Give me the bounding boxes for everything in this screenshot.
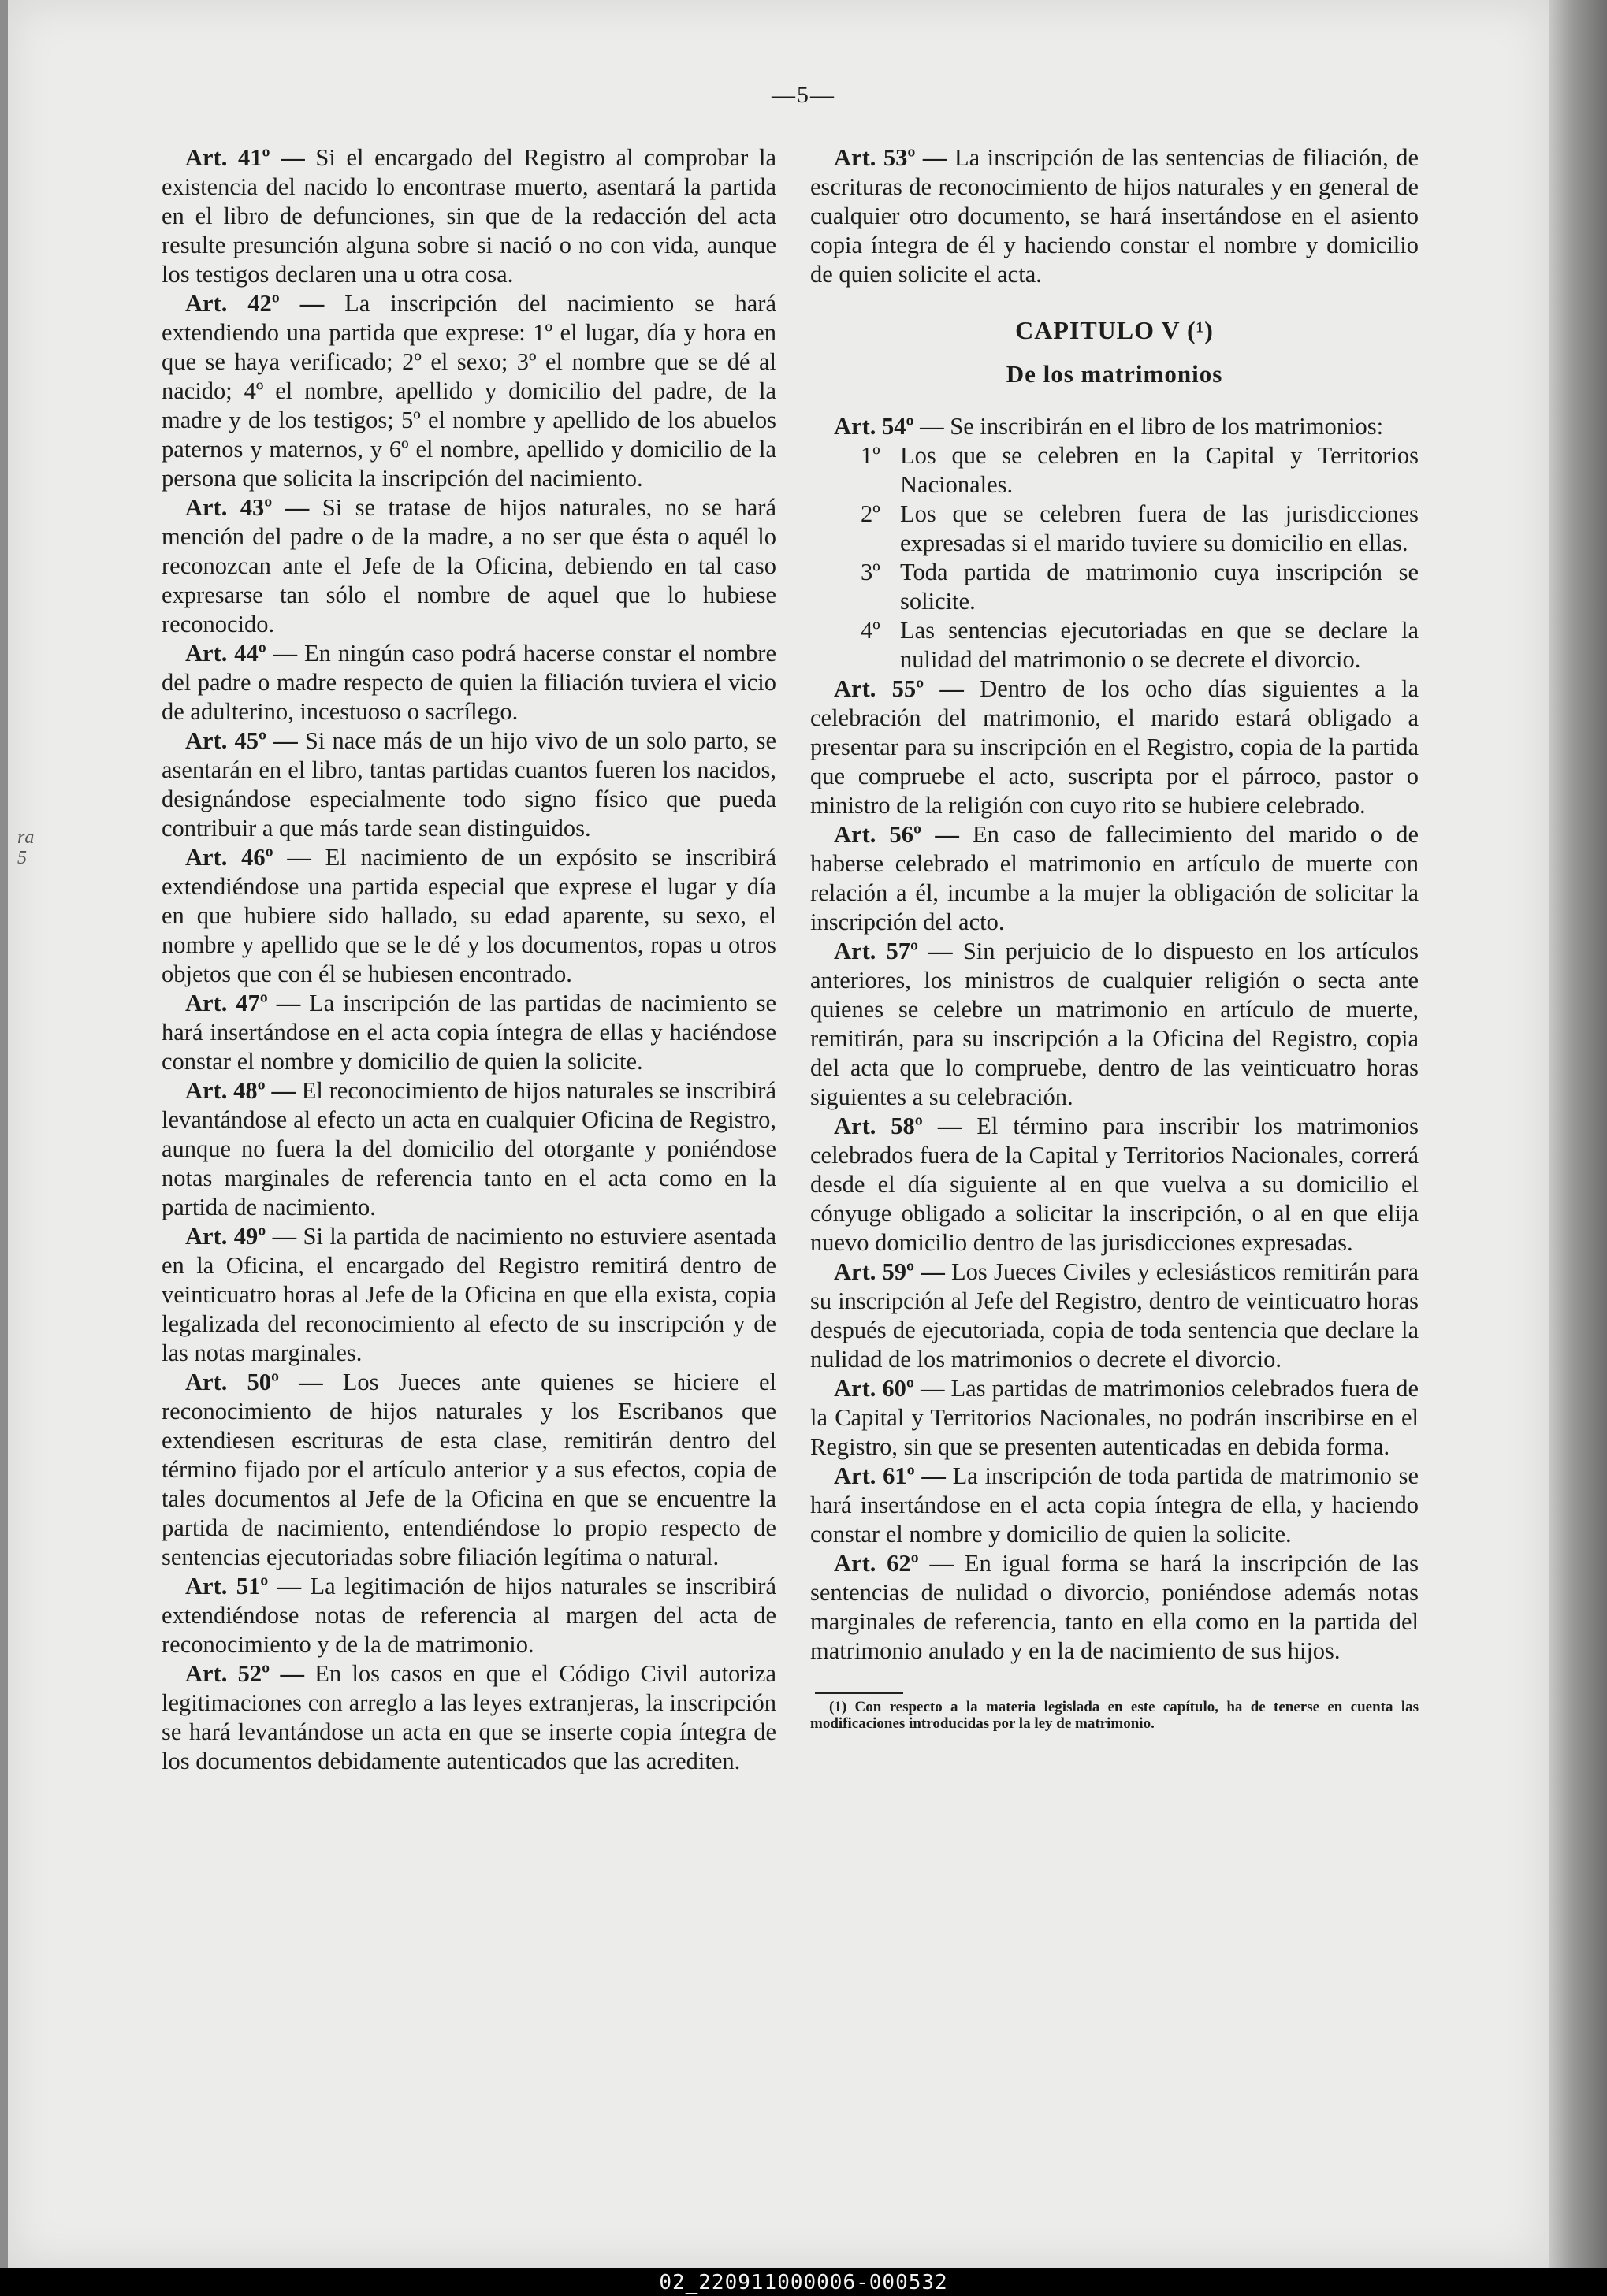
article-41: Art. 41º — Si el encargado del Registro al comprobar la existencia del nacido lo encontrase muerto, asentará la partida en el libro de defunciones, sin que de la redacción del acta resulte presunción alguna sobre si nació o no con vida, aunque los testigos declaren una u otra cosa. — [162, 144, 777, 288]
article-54: Art. 54º — Se inscribirán en el libro de los matrimonios: — [834, 413, 1384, 440]
article-49: Art. 49º — Si la partida de nacimiento no estuviere asentada en la Oficina, el encargado del Registro remitirá dentro de veinticuatro horas al Jefe de la Oficina en que ella exista, copia legalizada del reconocimiento al efecto de su inscripción y de las notas marginales. — [162, 1223, 776, 1366]
right-column — [810, 143, 1419, 1732]
article-61: Art. 61º — La inscripción de toda partida de matrimonio se hará insertándose en el acta copia íntegra de ella, y haciendo constar el nombre y domicilio de quien la solicite. — [810, 1462, 1419, 1547]
article-43: Art. 43º — Si se tratase de hijos naturales, no se hará mención del padre o de la madre, a no ser que ésta o aquél lo reconozcan ante el Jefe de la Oficina, debiendo en tal caso expresarse tan sólo el nombre de aquel que lo hubiese reconocido. — [162, 494, 776, 637]
article-56: Art. 56º — En caso de fallecimiento del marido o de haberse celebrado el matrimonio en artículo de muerte con relación a él, incumbe a la mujer la obligación de solicitar la inscripción del acto. — [810, 821, 1419, 935]
article-47: Art. 47º — La inscripción de las partidas de nacimiento se hará insertándose en el acta copia íntegra de ellas y haciéndose constar el nombre y domicilio de quien la solicite. — [162, 990, 777, 1075]
list-item: 1º Los que se celebren en la Capital y Territorios Nacionales. — [861, 442, 1419, 498]
article-58: Art. 58º — El término para inscribir los matrimonios celebrados fuera de la Capital y Territorios Nacionales, correrá desde el día siguiente al en que vuelva a su domicilio el cónyuge obligado a solicitar la inscripción, o al en que elija nuevo domicilio dentro de las jurisdicciones expresadas. — [810, 1113, 1419, 1256]
chapter-subtitle: De los matrimonios — [1006, 360, 1223, 388]
article-57: Art. 57º — Sin perjuicio de lo dispuesto en los artículos anteriores, los ministros de cualquier religión o secta ante quienes se celebre un matrimonio en artículo de muerte, remitirán, para su inscripción a la Oficina del Registro, copia del acta que lo compruebe, dentro de las veinticuatro horas siguientes a su celebración. — [810, 938, 1419, 1110]
list-item: 4º Las sentencias ejecutoriadas en que se declare la nulidad del matrimonio o se decrete el divorcio. — [861, 617, 1419, 673]
article-54-list — [810, 441, 1419, 674]
article-52: Art. 52º — En los casos en que el Código Civil autoriza legitimaciones con arreglo a las leyes extranjeras, la inscripción se hará levantándose un acta en que se inserte copia íntegra de los documentos debidamente autenticados que las acrediten. — [162, 1660, 777, 1774]
list-item: 3º Toda partida de matrimonio cuya inscripción se solicite. — [861, 559, 1419, 615]
scan-id: 02_220911000006-000532 — [659, 2271, 948, 2294]
article-42: Art. 42º — La inscripción del nacimiento se hará extendiendo una partida que exprese: 1º el lugar, día y hora en que se haya verificado; 2º el sexo; 3º el nombre que se dé al nacido; 4º el nombre, apellido y domicilio del padre, de la madre y de los testigos; 5º el nombre y apellido de los abuelos paternos y maternos, y 6º el nombre, apellido y domicilio de la persona que solicita la inscripción del nacimiento. — [162, 290, 776, 492]
article-45: Art. 45º — Si nace más de un hijo vivo de un solo parto, se asentarán en el libro, tantas partidas cuantos fueren los nacidos, designándose especialmente todo signo físico que pueda contribuir a que más tarde sean distinguidos. — [162, 727, 776, 841]
chapter-title: CAPITULO V (¹) — [1015, 316, 1214, 344]
article-55: Art. 55º — Dentro de los ocho días siguientes a la celebración del matrimonio, el marido estará obligado a presentar para su inscripción en el Registro, copia de la partida que compruebe el acto, suscripta por el párroco, pastor o ministro de la religión con cuyo rito se hubiere celebrado. — [810, 675, 1419, 819]
article-46: Art. 46º — El nacimiento de un expósito se inscribirá extendiéndose una partida especial que exprese el lugar y día en que hubiere sido hallado, su edad aparente, su sexo, el nombre y apellido que se le dé y los documentos, ropas u otros objetos que con él se hubiesen encontrado. — [162, 844, 776, 987]
footnote: (1) Con respecto a la materia legislada en este capítulo, ha de tenerse en cuenta las modificaciones introducidas por la ley de matrimonio. — [810, 1699, 1419, 1732]
article-53: Art. 53º — La inscripción de las sentencias de filiación, de escrituras de reconocimiento de hijos naturales y en general de cualquier otro documento, se hará insertándose en el asiento copia íntegra de él y haciendo constar el nombre y domicilio de quien solicite el acta. — [810, 144, 1419, 288]
article-59: Art. 59º — Los Jueces Civiles y eclesiásticos remitirán para su inscripción al Jefe del Registro, dentro de veinticuatro horas después de ejecutoriada, copia de toda sentencia que declare la nulidad de los matrimonios o decrete el divorcio. — [810, 1258, 1419, 1373]
article-44: Art. 44º — En ningún caso podrá hacerse constar el nombre del padre o madre respecto de quien la filiación tuviera el vicio de adulterino, incestuoso o sacrílego. — [162, 640, 776, 725]
page-edge — [1549, 0, 1607, 2268]
article-50: Art. 50º — Los Jueces ante quienes se hiciere el reconocimiento de hijos naturales y los Escribanos que extendiesen escrituras de esta clase, remitirán dentro del término fijado por el artículo anterior y a sus efectos, copia de tales documentos al Jefe de la Oficina en que se encuentre la partida de nacimiento, entendiéndose lo propio respecto de sentencias ejecutoriadas sobre filiación legítima o natural. — [162, 1369, 776, 1570]
left-column — [162, 143, 776, 1776]
margin-handwritten-note: ra 5 — [17, 827, 35, 868]
article-48: Art. 48º — El reconocimiento de hijos naturales se inscribirá levantándose al efecto un acta en cualquier Oficina de Registro, aunque no fuera la del domicilio del otorgante y poniéndose notas marginales de referencia tanto en el acta como en la partida de nacimiento. — [162, 1077, 776, 1220]
article-62: Art. 62º — En igual forma se hará la inscripción de las sentencias de nulidad o divorcio, poniéndose además notas marginales de referencia, tanto en ella como en la partida del matrimonio anulado y en la de nacimiento de sus hijos. — [810, 1550, 1419, 1664]
article-60: Art. 60º — Las partidas de matrimonios celebrados fuera de la Capital y Territorios Nacionales, no podrán inscribirse en el Registro, sin que se presenten autenticadas en debida forma. — [810, 1375, 1419, 1460]
article-51: Art. 51º — La legitimación de hijos naturales se inscribirá extendiéndose notas de referencia al margen del acta de reconocimiento y de la de matrimonio. — [162, 1573, 776, 1658]
list-item: 2º Los que se celebren fuera de las jurisdicciones expresadas si el marido tuviere su domicilio en ellas. — [861, 500, 1419, 556]
page-number: —5— — [772, 82, 835, 108]
footnote-divider — [815, 1692, 903, 1694]
